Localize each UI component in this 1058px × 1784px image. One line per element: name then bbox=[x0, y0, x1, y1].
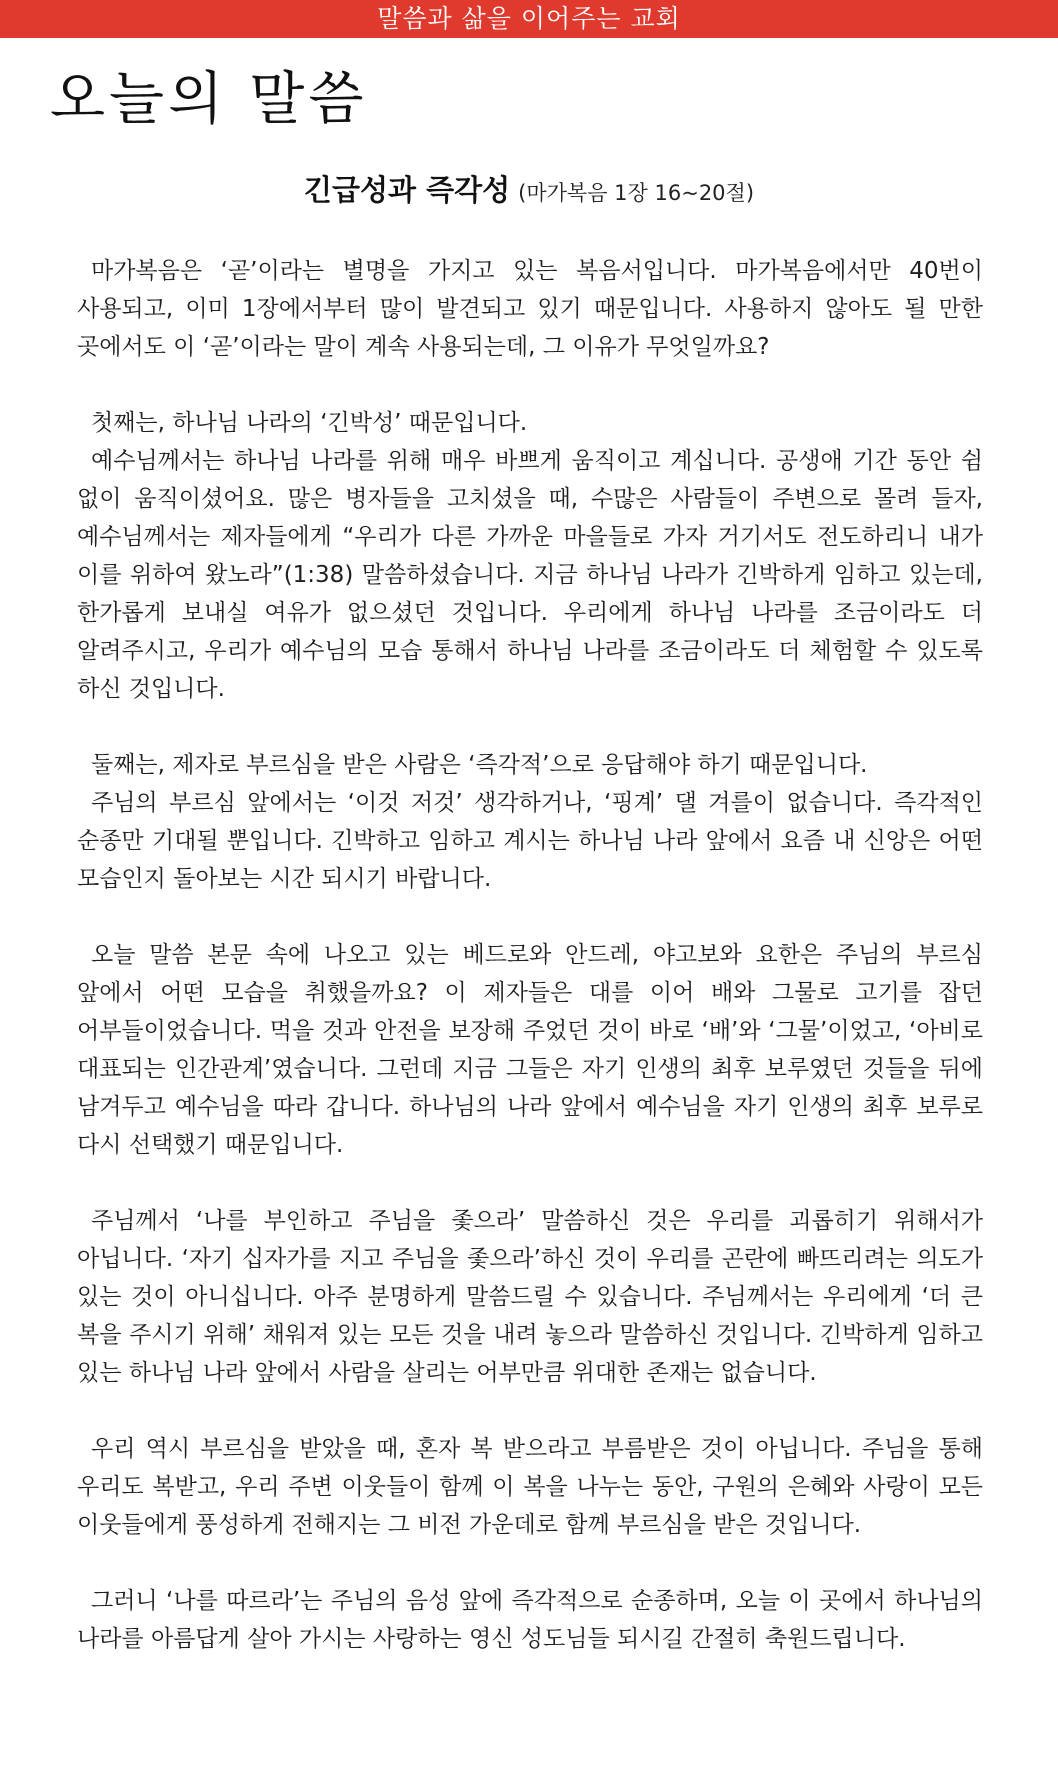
sermon-heading bbox=[0, 170, 1058, 215]
paragraph-calling: 우리 역시 부르심을 받았을 때, 혼자 복 받으라고 부름받은 것이 아닙니다. 주님을 통해 우리도 복받고, 우리 주변 이웃들이 함께 이 복을 나누는 동안, 구원의 은혜와 사랑이 모든 이웃들에게 풍성하게 전해지는 그 비전 가운데로 함께 부르심을 받은 것입니다. bbox=[77, 1436, 983, 1538]
paragraph-intro: 마가복음은 ‘곧’이라는 별명을 가지고 있는 복음서입니다. 마가복음에서만 40번이 사용되고, 이미 1장에서부터 많이 발견되고 있기 때문입니다. 사용하지 않아도 될 만한 곳에서도 이 ‘곧’이라는 말이 계속 사용되는데, 그 이유가 무엇일까요? bbox=[77, 258, 983, 360]
paragraph-first-point-body: 예수님께서는 하나님 나라를 위해 매우 바쁘게 움직이고 계십니다. 공생애 기간 동안 쉼 없이 움직이셨어요. 많은 병자들을 고치셨을 때, 수많은 사람들이 주변으로 몰려 들자, 예수님께서는 제자들에게 “우리가 다른 가까운 마을들로 가자 거기서도 전도하리니 내가 이를 위하여 왔노라”(1:38) 말씀하셨습니다. 지금 하나님 나라가 긴박하게 임하고 있는데, 한가롭게 보내실 여유가 없으셨던 것입니다. 우리에게 하나님 나라를 조금이라도 더 알려주시고, 우리가 예수님의 모습 통해서 하나님 나라를 조금이라도 더 체험할 수 있도록 하신 것입니다. bbox=[77, 448, 983, 702]
top-banner bbox=[0, 0, 1058, 38]
paragraph-second-point-body: 주님의 부르심 앞에서는 ‘이것 저것’ 생각하거나, ‘핑계’ 댈 겨를이 없습니다. 즉각적인 순종만 기대될 뿐입니다. 긴박하고 임하고 계시는 하나님 나라 앞에서 요즘 내 신앙은 어떤 모습인지 돌아보는 시간 되시기 바랍니다. bbox=[77, 790, 983, 892]
sermon-body bbox=[77, 252, 983, 1696]
sermon-reference: (마가복음 1장 16~20절) bbox=[518, 181, 755, 205]
banner-text: 말씀과 삶을 이어주는 교회 bbox=[377, 4, 681, 33]
paragraph-first-point-heading: 첫째는, 하나님 나라의 ‘긴박성’ 때문입니다. bbox=[91, 410, 528, 436]
paragraph-follow-lord: 주님께서 ‘나를 부인하고 주님을 좇으라’ 말씀하신 것은 우리를 괴롭히기 위해서가 아닙니다. ‘자기 십자가를 지고 주님을 좇으라’하신 것이 우리를 곤란에 빠뜨리려는 의도가 있는 것이 아니십니다. 아주 분명하게 말씀드릴 수 있습니다. 주님께서는 우리에게 ‘더 큰 복을 주시기 위해’ 채워져 있는 모든 것을 내려 놓으라 말씀하신 것입니다. 긴박하게 임하고 있는 하나님 나라 앞에서 사람을 살리는 어부만큼 위대한 존재는 없습니다. bbox=[77, 1208, 983, 1386]
paragraph-second-point-heading: 둘째는, 제자로 부르심을 받은 사람은 ‘즉각적’으로 응답해야 하기 때문입니다. bbox=[91, 752, 868, 778]
paragraph-disciples: 오늘 말씀 본문 속에 나오고 있는 베드로와 안드레, 야고보와 요한은 주님의 부르심 앞에서 어떤 모습을 취했을까요? 이 제자들은 대를 이어 배와 그물로 고기를 잡던 어부들이었습니다. 먹을 것과 안전을 보장해 주었던 것이 바로 ‘배’와 ‘그물’이었고, ‘아비로 대표되는 인간관계’였습니다. 그런데 지금 그들은 자기 인생의 최후 보루였던 것들을 뒤에 남겨두고 예수님을 따라 갑니다. 하나님의 나라 앞에서 예수님을 자기 인생의 최후 보루로 다시 선택했기 때문입니다. bbox=[77, 942, 983, 1158]
sermon-title: 긴급성과 즉각성 bbox=[303, 173, 511, 207]
paragraph-closing: 그러니 ‘나를 따르라’는 주님의 음성 앞에 즉각적으로 순종하며, 오늘 이 곳에서 하나님의 나라를 아름답게 살아 가시는 사랑하는 영신 성도님들 되시길 간절히 축원드립니다. bbox=[77, 1588, 983, 1652]
page-title: 오늘의 말씀 bbox=[50, 66, 368, 132]
